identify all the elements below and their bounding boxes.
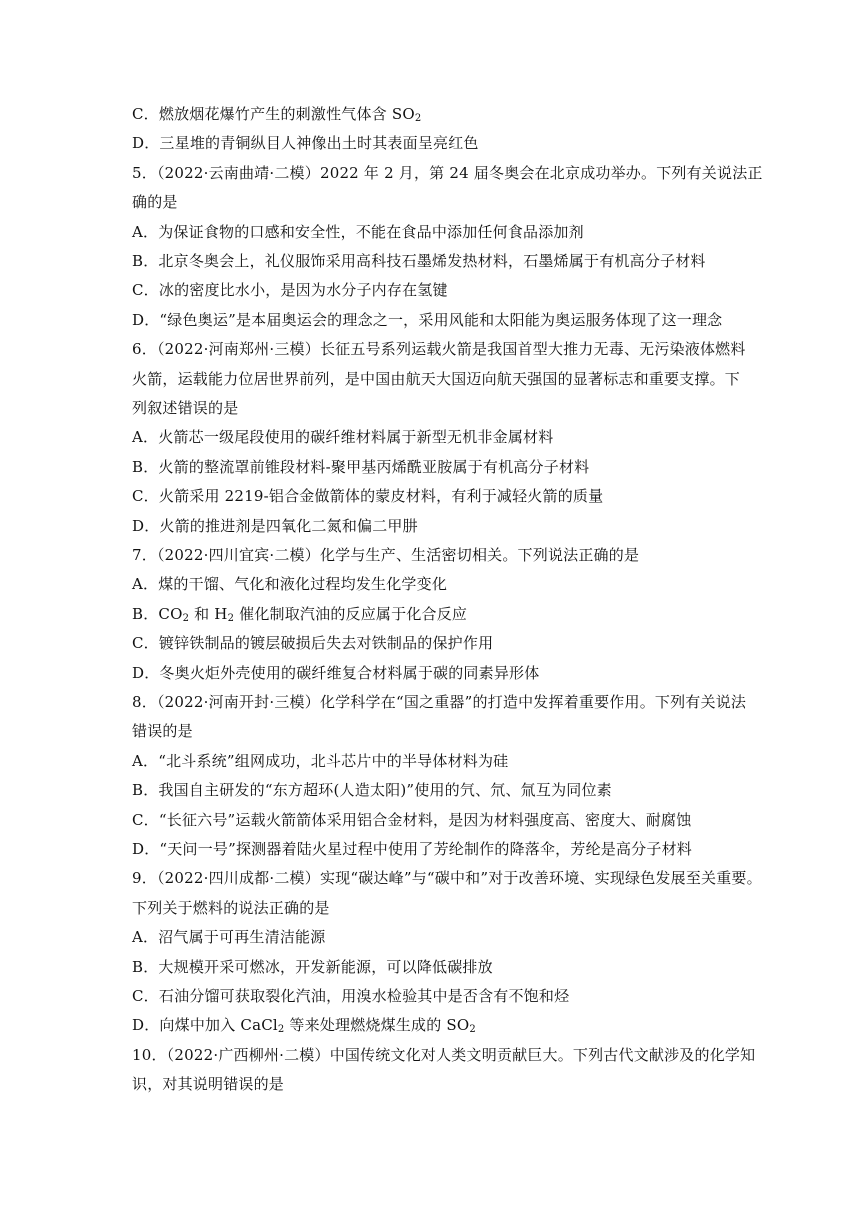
subscript: 2 [469,1024,476,1035]
text-line [132,398,742,418]
text-run: C．镀锌铁制品的镀层破损后失去对铁制品的保护作用 [132,634,494,652]
subscript: 2 [414,113,422,124]
text-run: B．CO [132,605,183,623]
text-run: D．火箭的推进剂是四氧化二氮和偏二甲肼 [132,517,418,535]
text-line [132,427,742,447]
text-run: 10．（2022·广西柳州·二模）中国传统文化对人类文明贡献巨大。下列古代文献涉及的化学知 [132,1046,756,1064]
text-line [132,1015,742,1035]
text-run: C．石油分馏可获取裂化汽油，用溴水检验其中是否含有不饱和烃 [132,987,570,1005]
text-run: 错误的是 [132,722,193,740]
text-run: D．“天问一号”探测器着陆火星过程中使用了芳纶制作的降落伞，芳纶是高分子材料 [132,840,692,858]
text-run: 识，对其说明错误的是 [132,1075,285,1093]
text-run: 等来处理燃烧煤生成的 SO [284,1016,470,1034]
text-line [132,104,742,124]
text-line [132,280,742,300]
text-run: D．三星堆的青铜纵目人神像出土时其表面呈亮红色 [132,134,479,152]
subscript: 2 [277,1024,285,1035]
text-run: 火箭，运载能力位居世界前列，是中国由航天大国迈向航天强国的显著标志和重要支撑。下 [132,370,741,388]
text-line [132,721,742,741]
text-run: B．火箭的整流罩前锥段材料-聚甲基丙烯酰亚胺属于有机高分子材料 [132,458,590,476]
text-run: B．北京冬奥会上，礼仪服饰采用高科技石墨烯发热材料，石墨烯属于有机高分子材料 [132,252,706,270]
text-run: A．沼气属于可再生清洁能源 [132,928,326,946]
text-line [132,957,742,977]
text-run: 下列关于燃料的说法正确的是 [132,899,330,917]
text-line [132,604,742,624]
text-line [132,986,742,1006]
text-line [132,751,742,771]
text-line [132,457,742,477]
text-line [132,251,742,271]
text-run: 和 H [189,605,228,623]
text-line [132,339,746,359]
text-run: C．冰的密度比水小，是因为水分子内存在氢键 [132,281,448,299]
text-line [132,163,763,183]
text-line [132,780,742,800]
text-line [132,192,742,212]
text-line [132,369,742,389]
text-run: 6．（2022·河南郑州·三模）长征五号系列运载火箭是我国首型大推力无毒、无污染液体燃料 [132,340,746,358]
text-run: C．“长征六号”运载火箭箭体采用铝合金材料，是因为材料强度高、密度大、耐腐蚀 [132,811,692,829]
text-run: A．煤的干馏、气化和液化过程均发生化学变化 [132,575,448,593]
text-run: A．为保证食物的口感和安全性，不能在食品中添加任何食品添加剂 [132,223,584,241]
text-run: 催化制取汽油的反应属于化合反应 [234,605,468,623]
text-run: C．燃放烟花爆竹产生的刺激性气体含 SO [132,105,415,123]
text-run: 确的是 [132,193,178,211]
text-line [132,839,742,859]
text-line [132,310,742,330]
text-line [132,633,742,653]
text-line [132,1074,742,1094]
text-line [132,868,762,888]
text-line [132,486,742,506]
text-run: A．火箭芯一级尾段使用的碳纤维材料属于新型无机非金属材料 [132,428,554,446]
text-run: B．大规模开采可燃冰，开发新能源，可以降低碳排放 [132,958,493,976]
text-line [132,222,742,242]
text-line [132,692,747,712]
text-line [132,516,742,536]
text-line [132,927,742,947]
text-run: D．“绿色奥运”是本届奥运会的理念之一，采用风能和太阳能为奥运服务体现了这一理念 [132,311,723,329]
text-run: A．“北斗系统”组网成功，北斗芯片中的半导体材料为硅 [132,752,509,770]
subscript: 2 [182,613,190,624]
text-run: 9．（2022·四川成都·二模）实现“碳达峰”与“碳中和”对于改善环境、实现绿色发展至关重要。 [132,869,762,887]
text-run: D．冬奥火炬外壳使用的碳纤维复合材料属于碳的同素异形体 [132,664,540,682]
text-line [132,1045,756,1065]
text-line [132,574,742,594]
text-run: 列叙述错误的是 [132,399,239,417]
text-run: 5．（2022·云南曲靖·二模）2022 年 2 月，第 24 届冬奥会在北京成功举办。下列有关说法正 [132,164,763,182]
text-line [132,545,742,565]
text-line [132,810,742,830]
text-run: 7．（2022·四川宜宾·二模）化学与生产、生活密切相关。下列说法正确的是 [132,546,640,564]
text-run: 8．（2022·河南开封·三模）化学科学在“国之重器”的打造中发挥着重要作用。下列有关说法 [132,693,747,711]
text-run: C．火箭采用 2219-铝合金做箭体的蒙皮材料，有利于减轻火箭的质量 [132,487,604,505]
text-run: B．我国自主研发的“东方超环(人造太阳)”使用的氕、氘、氚互为同位素 [132,781,612,799]
text-line [132,663,742,683]
text-line [132,133,742,153]
subscript: 2 [227,613,235,624]
text-run: D．向煤中加入 CaCl [132,1016,278,1034]
text-line [132,898,742,918]
